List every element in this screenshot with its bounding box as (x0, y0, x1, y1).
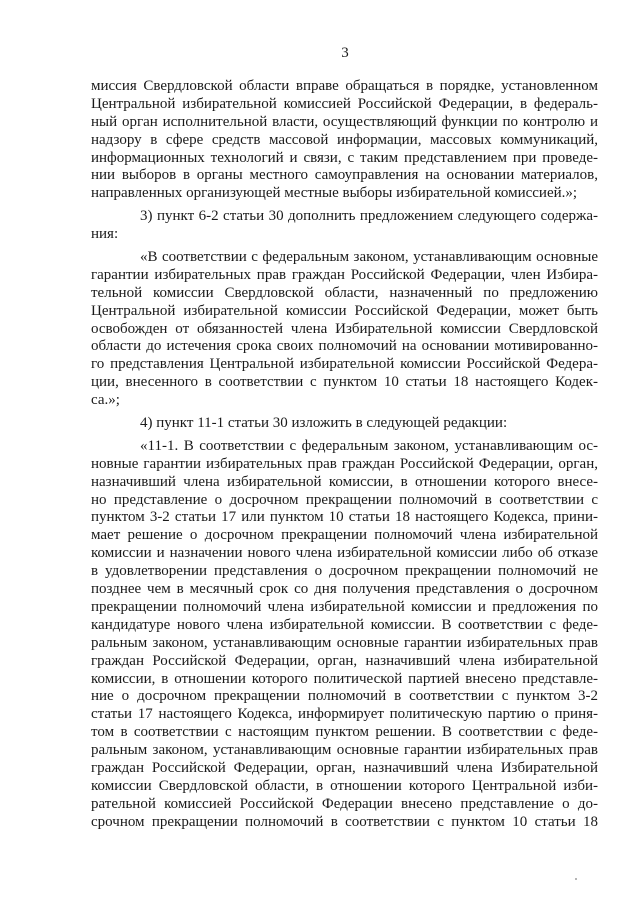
text-line: «В соответствии с федеральным законом, устанавливающим основные (140, 249, 598, 266)
text-line: ние о досрочном прекращении полномочий в соответствии с пунктом 3-2 (91, 688, 598, 705)
text-line: Центральной избирательной комиссией Российской Федерации, в федераль- (91, 95, 598, 112)
text-line: освобожден от обязанностей члена Избирательной комиссии Свердловской (91, 320, 598, 337)
paragraph-item-4 (91, 415, 598, 433)
text-line: том в соответствии с настоящим пунктом решении. В соответствии с феде- (91, 724, 598, 741)
text-line: новные гарантии избирательных прав граждан Российской Федерации, орган, (91, 455, 598, 472)
text-line: в удовлетворении представления о досрочном прекращении полномочий не (91, 563, 598, 580)
text-line: са.»; (91, 392, 120, 409)
text-line: нии выборов в органы местного самоуправления на основании материалов, (91, 167, 598, 184)
text-line: гарантии избирательных прав граждан Российской Федерации, член Избира- (91, 266, 598, 283)
text-line: ния: (91, 226, 119, 243)
text-line: рательной комиссией Российской Федерации внесено представление о до- (91, 795, 598, 812)
text-line: тельной комиссии Свердловской области, назначенный по предложению (91, 284, 598, 301)
text-line: кандидатуре нового члена избирательной комиссии. В соответствии с феде- (91, 616, 598, 633)
text-line: надзору в сфере средств массовой информации, массовых коммуникаций, (91, 131, 598, 148)
text-line: комиссии, в отношении которого политической партией внесено представле- (91, 670, 598, 687)
text-line: Центральной избирательной комиссии Российской Федерации, может быть (91, 302, 598, 319)
paragraph-continuation (91, 78, 598, 203)
page-number: 3 (341, 45, 349, 61)
scan-speck (575, 878, 577, 880)
text-line: мает решение о досрочном прекращении полномочий члена избирательной (91, 527, 598, 544)
paragraph-item-3 (91, 208, 598, 244)
text-line: комиссии и назначении нового члена избирательной комиссии либо об отказе (91, 545, 598, 562)
text-line: ции, внесенного в соответствии с пунктом 10 статьи 18 настоящего Кодек- (91, 374, 598, 391)
text-line: информационных технологий и связи, с таким представлением при проведе- (91, 149, 598, 166)
text-line: 3) пункт 6-2 статьи 30 дополнить предложением следующего содержа- (140, 208, 598, 225)
document-body (91, 78, 598, 832)
text-line: граждан Российской Федерации, орган, назначивший члена избирательной (91, 652, 598, 669)
text-line: граждан Российской Федерации, орган, назначивший члена Избирательной (91, 759, 598, 776)
text-line: но представление о досрочном прекращении полномочий в соответствии с (91, 491, 598, 508)
text-line: миссия Свердловской области вправе обращаться в порядке, установленном (91, 78, 598, 94)
text-line: прекращении полномочий члена избирательной комиссии и предложения по (91, 598, 598, 615)
text-line: назначивший члена избирательной комиссии, в отношении которого внесе- (91, 473, 598, 490)
text-line: 4) пункт 11-1 статьи 30 изложить в следующей редакции: (140, 415, 508, 432)
text-line: комиссии Свердловской области, в отношении которого Центральной изби- (91, 777, 598, 794)
text-line: области до истечения срока своих полномочий на основании мотивированно- (91, 338, 598, 355)
text-line: ральным законом, устанавливающим основные гарантии избирательных прав (91, 634, 598, 651)
text-line: статьи 17 настоящего Кодекса, информирует политическую партию о приня- (91, 706, 598, 723)
paragraph-quote-2 (91, 438, 598, 832)
text-line: направленных организующей местные выборы избирательной комиссией.»; (91, 185, 578, 202)
text-line: срочном прекращении полномочий в соответствии с пунктом 10 статьи 18 (91, 813, 598, 830)
text-line: ный орган исполнительной власти, осуществляющий функции по контролю и (91, 113, 598, 130)
text-line: го представления Центральной избирательной комиссии Российской Федера- (91, 356, 598, 373)
text-line: позднее чем в месячный срок со дня получения представления о досрочном (91, 581, 598, 598)
paragraph-quote-1 (91, 249, 598, 410)
text-line: ральным законом, устанавливающим основные гарантии избирательных прав (91, 742, 598, 759)
text-line: пунктом 3-2 статьи 17 или пунктом 10 статьи 18 настоящего Кодекса, прини- (91, 509, 598, 526)
text-line: «11-1. В соответствии с федеральным законом, устанавливающим ос- (140, 437, 598, 454)
